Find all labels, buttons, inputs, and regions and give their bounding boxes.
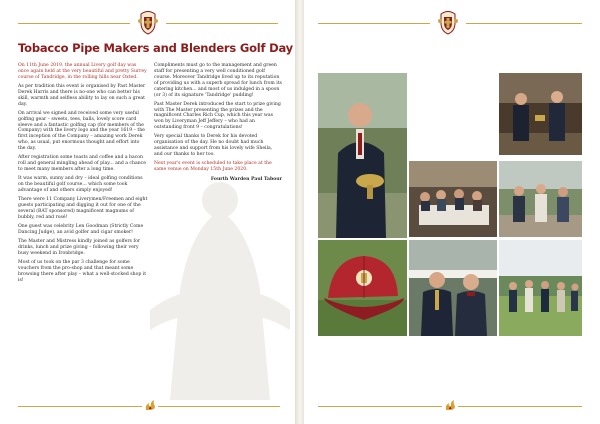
- right-page: [304, 0, 600, 424]
- photo-prize-giving: [499, 73, 582, 155]
- photo-two-men: [409, 240, 497, 336]
- photo-livery-cap: [318, 240, 407, 336]
- intro-paragraph: On 11th June 2019, the annual Livery golf day was once again held at the very beautiful and pretty Surrey course of Tandridge, in the rolling hills near Oxted.: [18, 63, 147, 80]
- body-paragraph: After registration some toasts and coffee and a bacon roll and general mingling ahead of play... and a chance to meet many members after a long time.: [18, 155, 146, 173]
- flame-icon: [144, 399, 156, 411]
- header-rule-left: [318, 23, 430, 24]
- header-rule-right: [166, 23, 278, 24]
- photo-man-with-cup: [318, 73, 407, 238]
- body-paragraph: Compliments must go to the management and green staff for presenting a very well conditioned golf course. Moreover Tandridge lived up to its reputation of providing us with a superb spread for lunch from its catering kitchen... and most of us indulged in a spoon (or 3) of its signature 'Tandridge' pudding!: [154, 63, 282, 98]
- body-paragraph: Most of us took on the par 3 challenge for some vouchers from the pro-shop and that meant some browsing there after play – what a well-stocked shop it is!: [18, 259, 147, 283]
- body-paragraph: One guest was celebrity Len Goodman (Strictly Come Dancing Judge), an avid golfer and cigar smoker!: [18, 223, 144, 235]
- header-rule-left: [18, 23, 130, 24]
- body-paragraph: On arrival we signed and received some very useful golfing gear – sweets, tees, balls, lovely score card sleeve and a fantastic golfing cap (for members of the Company) with the livery logo and the year 1619 – the first inception of the Company – amazing work Derek who, as usual, put enormous thought and effort into the day.: [18, 110, 145, 152]
- crest-icon: [137, 9, 159, 35]
- flame-icon: [444, 399, 456, 411]
- photo-lunch-table: [409, 161, 497, 237]
- article-column-right: [154, 63, 282, 186]
- footer-rule-right: [158, 406, 280, 407]
- author-signature: Fourth Warden Paul Tabour: [210, 176, 282, 182]
- article-title: Tobacco Pipe Makers and Blenders Golf Day: [18, 41, 293, 55]
- body-paragraph: As per tradition this event is organised by Past Master Derek Harris and there is no-one who can better his skill, warmth and selfless ability to lay on such a great day.: [18, 83, 146, 107]
- body-paragraph: It was warm, sunny and dry – ideal golfing conditions on the beautiful golf course... which some took advantage of and others simply enjoyed!: [18, 176, 143, 193]
- footer-rule-right: [458, 406, 582, 407]
- photo-golfers-on-green: [499, 240, 582, 336]
- page-gutter: [296, 0, 304, 424]
- body-paragraph: There were 11 Company Liverymen/Freemen and eight guests participating and digging it out for one of the several (BAT sponsored) magnificent magnums of bubbly, red and rosé!: [18, 197, 148, 220]
- body-paragraph: Past Master Derek introduced the start to prize giving with The Master presenting the prizes and the magnificent Charles Rich Cup, which this year was won by Liveryman Jeff Jeffery – who had an outstanding front 9 – congratulations!: [154, 101, 281, 131]
- footer-rule-left: [18, 406, 142, 407]
- body-paragraph: Very special thanks to Derek for his devoted organisation of the day. He no doubt had much assistance and support from his lovely wife Sheila, and our thanks to her too.: [154, 134, 273, 158]
- header-rule-right: [466, 23, 582, 24]
- left-page: [0, 0, 296, 424]
- next-year-notice: Next year's event is scheduled to take place at the same venue on Monday 15th June 2020.: [154, 161, 272, 173]
- watermark-figure: [150, 170, 290, 400]
- photo-terrace-group: [499, 161, 582, 237]
- crest-icon: [437, 9, 459, 35]
- body-paragraph: The Master and Mistress kindly joined as golfers for drinks, lunch and prize giving – following their very busy weekend in Ironbridge.: [18, 238, 141, 256]
- footer-rule-left: [318, 406, 442, 407]
- article-column-left: [18, 63, 148, 287]
